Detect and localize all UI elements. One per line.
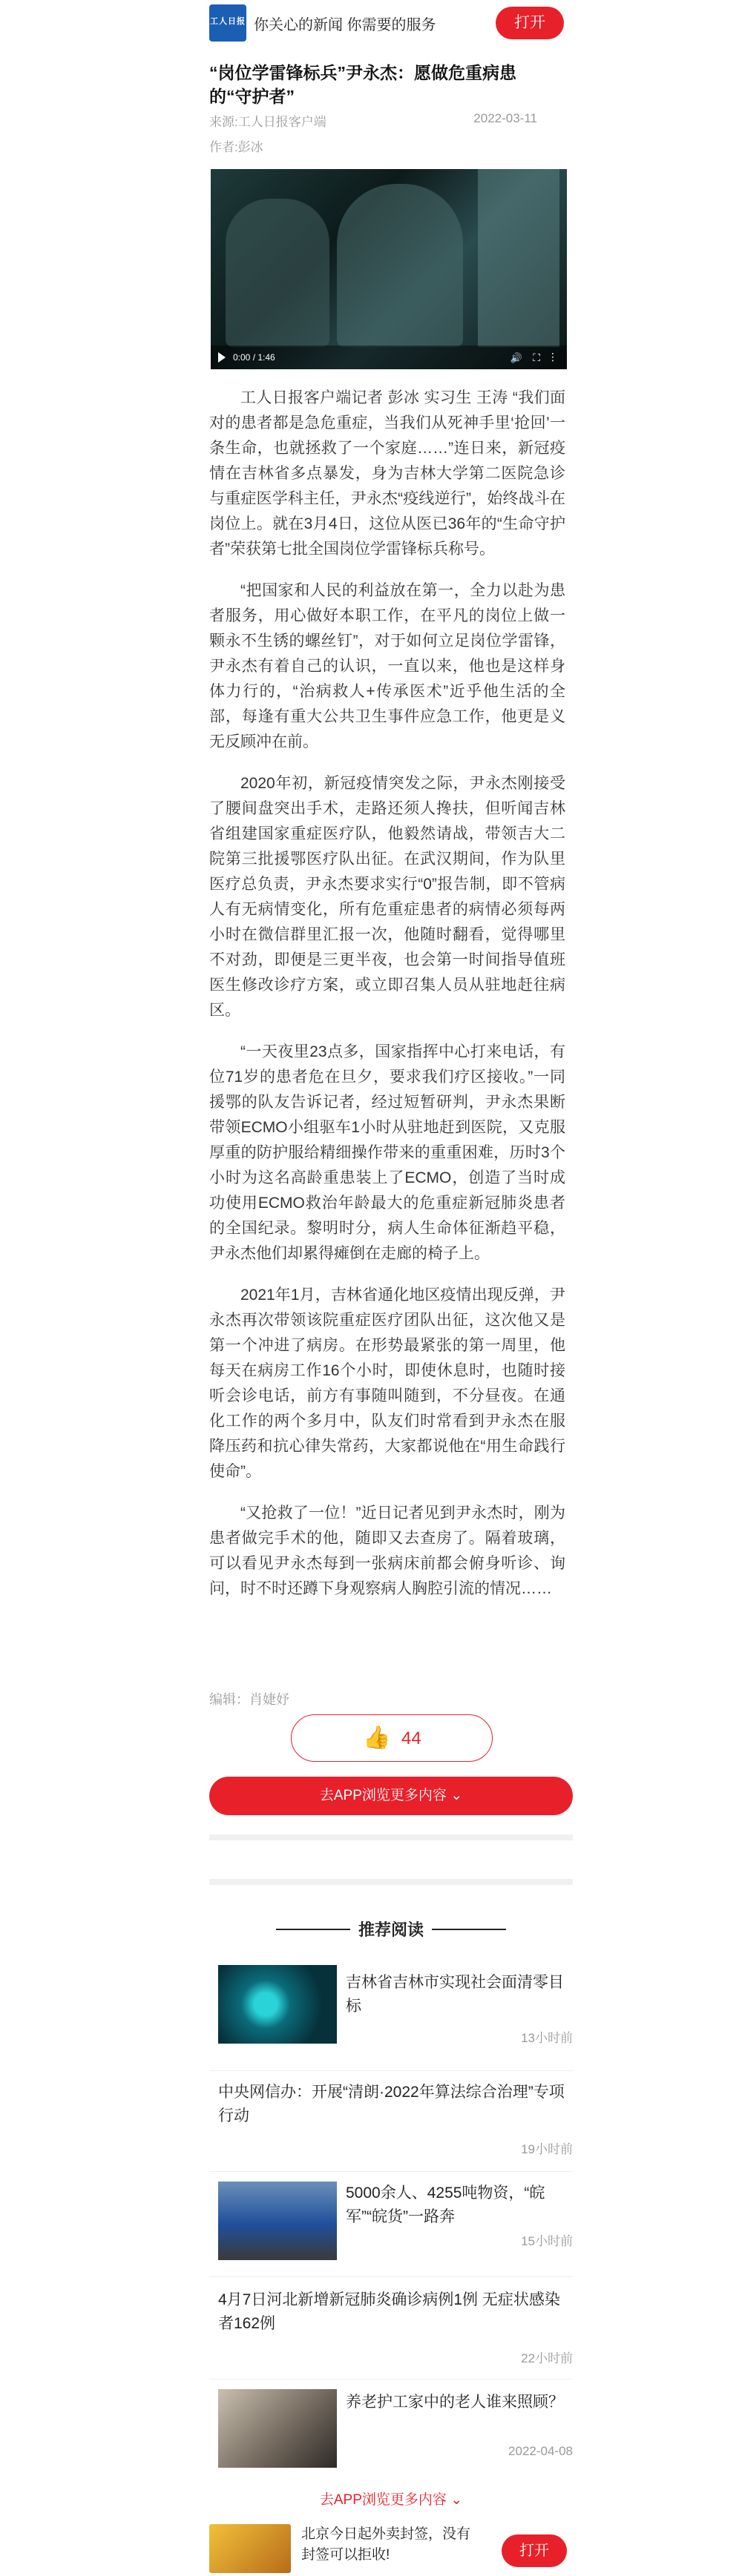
video-time: 0:00 / 1:46 [233, 352, 275, 363]
article-date: 2022-03-11 [473, 111, 537, 125]
recommend-heading-text: 推荐阅读 [358, 1921, 424, 1939]
go-app-label: 去APP浏览更多内容 [319, 2492, 447, 2508]
workers-thumbnail [218, 2182, 337, 2260]
app-slogan: 你关心的新闻 你需要的服务 [254, 17, 436, 33]
banner-thumbnail [209, 2524, 291, 2573]
recommend-item[interactable] [209, 2081, 573, 2170]
video-frame-figure [337, 184, 463, 347]
app-top-bar [0, 0, 742, 47]
list-divider [209, 2276, 573, 2277]
like-count: 44 [401, 1728, 421, 1748]
volume-icon[interactable]: 🔊 [510, 352, 522, 363]
recommend-item-time: 2022-04-08 [508, 2444, 573, 2458]
chevron-down-icon: ⌄ [450, 2492, 463, 2508]
article-paragraph: “把国家和人民的利益放在第一，全力以赴为患者服务，用心做好本职工作，在平凡的岗位上做一颗永不生锈的螺丝钉”，对于如何立足岗位学雷锋，尹永杰有着自己的认识，一直以来，他也是这样身体力行的，“治病救人+传承医术”近乎他生活的全部，每逢有重大公共卫生事件应急工作，他更是义无反顾冲在前。 [209, 582, 565, 750]
go-app-button[interactable] [209, 1777, 573, 1815]
article-body [209, 386, 565, 1618]
article-paragraph: “一天夜里23点多，国家指挥中心打来电话，有位71岁的患者危在旦夕，要求我们疗区接收。”一同援鄂的队友告诉记者，经过短暂研判，尹永杰果断带领ECMO小组驱车1小时从驻地赶到医院，又克服厚重的防护服给精细操作带来的重重困难，历时3个小时为这名高龄重患装上了ECMO，创造了当时成功使用ECMO救治年龄最大的危重症新冠肺炎患者的全国纪录。黎明时分，病人生命体征渐趋平稳，尹永杰他们却累得瘫倒在走廊的椅子上。 [209, 1043, 565, 1262]
recommend-item-time: 15小时前 [521, 2234, 573, 2248]
bottom-banner[interactable] [209, 2518, 573, 2576]
article-video[interactable] [211, 169, 567, 369]
video-frame-figure [478, 169, 559, 347]
article-source: 来源:工人日报客户端 [209, 115, 326, 129]
recommend-item-title: 4月7日河北新增新冠肺炎确诊病例1例 无症状感染者162例 [218, 2291, 560, 2332]
recommend-item-time: 19小时前 [521, 2142, 573, 2156]
article-editor: 编辑：肖婕妤 [209, 1692, 289, 1707]
article-meta [209, 111, 537, 130]
recommend-item-title: 5000余人、4255吨物资，“皖军”“皖货”一路奔 [346, 2184, 545, 2225]
elderly-care-thumbnail [218, 2389, 337, 2468]
recommend-item-time: 13小时前 [521, 2031, 573, 2045]
go-app-label: 去APP浏览更多内容 [319, 1788, 447, 1803]
recommend-item-title: 吉林省吉林市实现社会面清零目标 [346, 1974, 564, 2015]
article-title: “岗位学雷锋标兵”尹永杰：愿做危重病患的“守护者” [209, 63, 516, 106]
recommend-heading [209, 1918, 573, 1941]
open-app-button[interactable]: 打开 [496, 7, 564, 39]
video-controls [211, 346, 567, 369]
like-button[interactable] [291, 1714, 493, 1762]
recommend-item-title: 养老护工家中的老人谁来照顾？ [346, 2394, 564, 2411]
play-icon[interactable] [218, 352, 226, 363]
go-app-link[interactable] [209, 2489, 573, 2509]
app-logo-text: 工人日报 [210, 17, 246, 26]
section-divider [209, 1834, 573, 1840]
recommend-item-title: 中央网信办：开展“清朗·2022年算法综合治理”专项行动 [218, 2084, 565, 2124]
chevron-down-icon: ⌄ [450, 1788, 463, 1803]
thumbs-up-icon: 👍 [363, 1725, 391, 1750]
section-divider [209, 1879, 573, 1885]
article-paragraph: 2020年初，新冠疫情突发之际，尹永杰刚接受了腰间盘突出手术，走路还须人搀扶，但听闻吉林省组建国家重症医疗队，他毅然请战，带领吉大二院第三批援鄂医疗队出征。在武汉期间，作为队里医疗总负责，尹永杰要求实行“0”报告制，即不管病人有无病情变化，所有危重症患者的病情必须每两小时在微信群里汇报一次，他随时翻看，觉得哪里不对劲，即便是三更半夜，也会第一时间指导值班医生修改诊疗方案，或立即召集人员从驻地赶往病区。 [209, 775, 565, 1019]
virus-thumbnail [218, 1965, 337, 2044]
app-logo [209, 4, 246, 42]
recommend-item-time: 22小时前 [521, 2351, 573, 2365]
list-divider [209, 2171, 573, 2172]
article-paragraph: 工人日报客户端记者 彭冰 实习生 王涛 “我们面对的患者都是急危重症，当我们从死神手里‘抢回’一条生命，也就拯救了一个家庭……”连日来，新冠疫情在吉林省多点暴发，身为吉林大学第二医院急诊与重症医学科主任，尹永杰“疫线逆行”，始终战斗在岗位上。就在3月4日，这位从医已36年的“生命守护者”荣获第七批全国岗位学雷锋标兵称号。 [209, 389, 565, 558]
banner-open-button[interactable]: 打开 [502, 2534, 567, 2567]
list-divider [209, 2070, 573, 2071]
list-divider [209, 2379, 573, 2380]
video-frame-figure [226, 199, 329, 347]
article-paragraph: “又抢救了一位！”近日记者见到尹永杰时，刚为患者做完手术的他，随即又去查房了。隔着玻璃，可以看见尹永杰每到一张病床前都会俯身听诊、询问，时不时还蹲下身观察病人胸腔引流的情况…… [209, 1505, 565, 1597]
heading-rule [432, 1929, 506, 1930]
recommend-item[interactable] [209, 2182, 573, 2278]
more-options-icon[interactable]: ⋮ [548, 351, 558, 363]
banner-text: 北京今日起外卖封签，没有封签可以拒收! [301, 2526, 471, 2563]
recommend-item[interactable] [209, 2288, 573, 2377]
article-author: 作者:彭冰 [209, 140, 263, 154]
article-paragraph: 2021年1月，吉林省通化地区疫情出现反弹，尹永杰再次带领该院重症医疗团队出征，这次他又是第一个冲进了病房。在形势最紧张的第一周里，他每天在病房工作16个小时，即使休息时，也随时接听会诊电话，前方有事随叫随到，不分昼夜。在通化工作的两个多月中，队友们时常看到尹永杰在服降压药和抗心律失常药，大家都说他在“用生命践行使命”。 [209, 1287, 565, 1480]
heading-rule [276, 1929, 350, 1930]
fullscreen-icon[interactable]: ⛶ [533, 351, 540, 363]
recommend-item[interactable] [209, 1965, 573, 2061]
recommend-item[interactable] [209, 2389, 573, 2478]
